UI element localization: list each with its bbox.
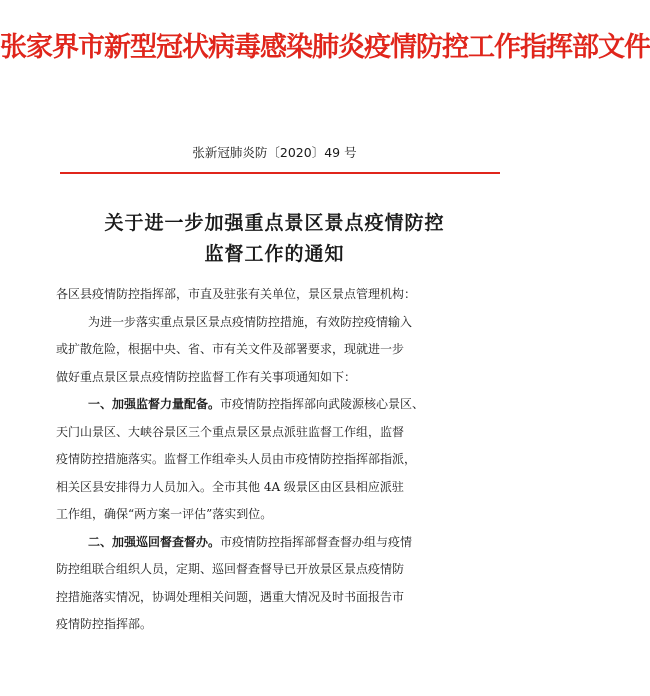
body-line-text: 市疫情防控指挥部向武陵源核心景区、 [220,397,425,411]
body-line [56,336,404,363]
body-line [88,529,412,556]
section-heading: 二、加强巡回督查督办。 [88,535,221,549]
body-line [56,419,404,446]
body-line-text: 做好重点景区景点疫情防控监督工作有关事项通知如下： [56,370,357,384]
body-line [56,584,404,611]
body-line [88,309,412,336]
section-heading: 一、加强监督力量配备。 [88,397,221,411]
body-line [56,611,152,638]
body-line-text: 天门山景区、大峡谷景区三个重点景区景点派驻监督工作组，监督 [56,425,405,439]
body-line-text: 控措施落实情况，协调处理相关问题，遇重大情况及时书面报告市 [56,590,405,604]
document-title-line-2: 监督工作的通知 [204,243,345,265]
document-number: 张新冠肺炎防〔2020〕49 号 [192,145,357,160]
body-line-text: 疫情防控措施落实。监督工作组牵头人员由市疫情防控指挥部指派， [56,452,417,466]
body-line-text: 或扩散危险，根据中央、省、市有关文件及部署要求，现就进一步 [56,342,405,356]
body-line [56,556,404,583]
body-line-text: 工作组，确保“两方案一评估”落实到位。 [56,507,273,521]
body-line-text: 防控组联合组织人员，定期、巡回督查督导已开放景区景点疫情防 [56,562,405,576]
document-title-line-1: 关于进一步加强重点景区景点疫情防控 [104,212,445,234]
body-line [56,364,356,391]
body-line [56,446,416,473]
body-line [88,391,424,418]
body-line-text: 为进一步落实重点景区景点疫情防控措施，有效防控疫情输入 [88,315,413,329]
body-line [56,501,272,528]
document-header-title: 张家界市新型冠状病毒感染肺炎疫情防控工作指挥部文件 [0,32,650,63]
header-divider [60,172,500,174]
body-line-text: 各区县疫情防控指挥部，市直及驻张有关单位，景区景点管理机构： [56,287,417,301]
body-line-text: 市疫情防控指挥部督查督办组与疫情 [220,535,413,549]
body-line [56,474,404,501]
body-line-text: 相关区县安排得力人员加入。全市其他 4A 级景区由区县相应派驻 [56,480,404,494]
body-line [56,281,416,308]
body-line-text: 疫情防控指挥部。 [56,617,153,631]
